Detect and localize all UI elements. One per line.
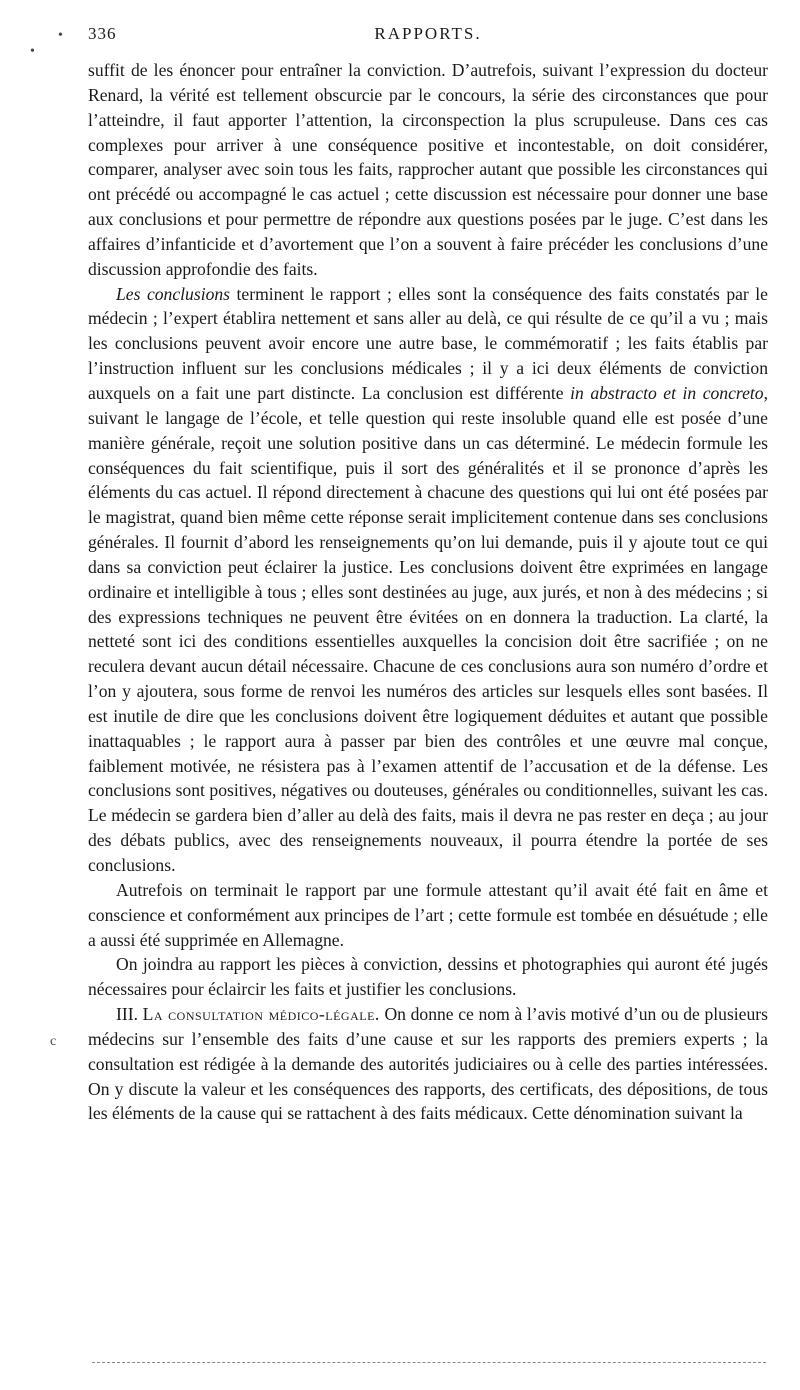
paragraph-text: terminent le rapport ; elles sont la conséquence des faits constatés par le médecin ; l’expert établira nettement et sans aller au delà, ce qui résulte de ce qu’il a vu ; mais les conclusions peuvent avoir encore une autre base, le commémoratif ; les faits établis par l’instruction influent sur les conclusions médicales ; il y a ici deux éléments de conviction auxquels on a fait une part distincte. La conclusion est différente <box>88 283 768 403</box>
footer-rule <box>92 1362 766 1363</box>
paragraph-text: suffit de les énoncer pour entraîner la conviction. D’autrefois, suivant l’expression du docteur Renard, la vérité est tellement obscurcie par le concours, la série des circonstances que pour l’atteindre, il faut apporter l’attention, la circonspection la plus scrupuleuse. Dans ces cas complexes pour arriver à une conséquence positive et incontestable, on doit considérer, comparer, analyser avec soin tous les faits, rapprocher autant que possible les circonstances qui ont précédé ou accompagné le cas actuel ; cette discussion est nécessaire pour donner une base aux conclusions et pour permettre de répondre aux questions posées par le juge. C’est dans les affaires d’infanticide et d’avortement que l’on a souvent à faire précéder les conclusions d’une discussion approfondie des faits. <box>88 60 768 279</box>
body-text <box>88 58 768 1126</box>
paragraph-text: Autrefois on terminait le rapport par une formule attestant qu’il avait été fait en âme et conscience et conformément aux principes de l’art ; cette formule est tombée en désuétude ; elle a aussi été supprimée en Allemagne. <box>88 879 768 950</box>
paragraph <box>88 58 768 282</box>
section-heading: La consultation médico-légale. <box>142 1004 380 1025</box>
paragraph-text: On donne ce nom à l’avis motivé d’un ou de plusieurs médecins sur l’ensemble des faits d’une cause et sur les rapports des premiers experts ; la consultation est rédigée à la demande des autorités judiciaires ou à celle des parties intéressées. On y discute la valeur et les conséquences des rapports, des certificats, des dépositions, de tous les éléments de la cause qui se rattachent à des faits médicaux. Cette dénomination suivant la <box>88 1004 768 1124</box>
paragraph <box>88 878 768 953</box>
paragraph <box>88 952 768 1002</box>
italic-text: in abstracto et in concreto <box>570 382 764 403</box>
margin-speck: • <box>30 44 35 59</box>
italic-text: Les conclusions <box>116 283 231 304</box>
paragraph <box>88 282 768 878</box>
page-number: 336 <box>88 24 117 43</box>
margin-speck: • <box>58 28 63 43</box>
paragraph <box>88 1002 768 1126</box>
paragraph-text: On joindra au rapport les pièces à conviction, dessins et photographies qui auront été jugés nécessaires pour éclaircir les faits et justifier les conclusions. <box>88 954 768 1000</box>
paragraph-text: III. <box>116 1004 143 1025</box>
margin-speck: c <box>50 1034 57 1049</box>
running-head: RAPPORTS. <box>374 24 482 43</box>
paragraph-text: , suivant le langage de l’école, et telle question qui reste insoluble quand elle est posée d’une manière générale, reçoit une solution positive dans un cas déterminé. Le médecin formule les conséquences du fait scientifique, puis il sort des généralités et il se prononce d’après les éléments du cas actuel. Il répond directement à chacune des questions qui lui ont été posées par le magistrat, quand bien même cette réponse serait implicitement contenue dans ses conclusions générales. Il fournit d’abord les renseignements qu’on lui demande, puis il y ajoute tout ce qui dans sa conviction peut éclairer la justice. Les conclusions doivent être exprimées en langage ordinaire et intelligible à tous ; elles sont destinées au juge, aux jurés, et non à des médecins ; si des expressions techniques ne peuvent être évitées on en donnera la traduction. La clarté, la netteté sont ici des conditions essentielles auxquelles la concision doit être sacrifiée ; on ne reculera devant aucun détail nécessaire. Chacune de ces conclusions aura son numéro d’ordre et l’on y ajoutera, sous forme de renvoi les numéros des articles sur lesquels elles sont basées. Il est inutile de dire que les conclusions doivent être logiquement déduites et autant que possible inattaquables ; le rapport aura à passer par bien des contrôles et une œuvre mal conçue, faiblement motivée, ne résistera pas à l’examen attentif de l’accusation et de la défense. Les conclusions sont positives, négatives ou douteuses, générales ou conditionnelles, suivant les cas. Le médecin se gardera bien d’aller au delà des faits, mais il devra ne pas rester en deça ; au jour des débats publics, avec des renseignements nouveaux, il pourra étendre la portée de ses conclusions. <box>88 382 768 875</box>
page-header <box>88 24 768 50</box>
